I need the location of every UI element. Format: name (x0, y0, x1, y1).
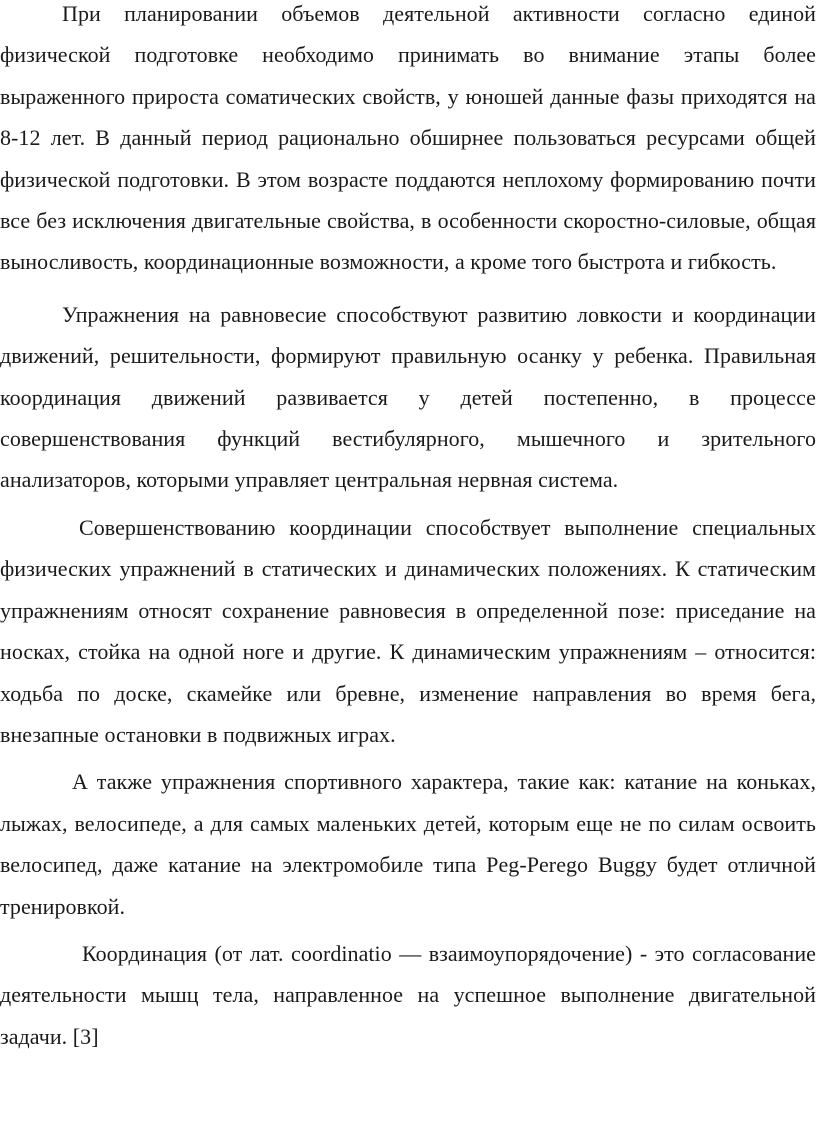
paragraph-coordination-improvement: Совершенствованию координации способствует выполнение специальных физических упражнений в статических и динамических положениях. К статическим упражнениям относят сохранение равновесия в определенной позе: приседание на носках, стойка на одной ноге и другие. К динамическим упражнениям – относится: ходьба по доске, скамейке или бревне, изменение направления во время бега, внезапные остановки в подвижных играх. (0, 514, 816, 747)
paragraph-sport-exercises: А также упражнения спортивного характера, такие как: катание на коньках, лыжах, велосипеде, а для самых маленьких детей, которым еще не по силам освоить велосипед, даже катание на электромобиле типа Peg-Perego Buggy будет отличной тренировкой. (0, 769, 816, 919)
paragraph-balance-exercises: Упражнения на равновесие способствуют развитию ловкости и координации движений, решительности, формируют правильную осанку у ребенка. Правильная координация движений развивается у детей постепенно, в процессе совершенствования функций вестибулярного, мышечного и зрительного анализаторов, которыми управляет центральная нервная система. (0, 301, 816, 493)
paragraph-activity-planning: При планировании объемов деятельной активности согласно единой физической подготовке необходимо принимать во внимание этапы более выраженного прироста соматических свойств, у юношей данные фазы приходятся на 8-12 лет. В данный период рационально обширнее пользоваться ресурсами общей физической подготовки. В этом возрасте поддаются неплохому формированию почти все без исключения двигательные свойства, в особенности скоростно-силовые, общая выносливость, координационные возможности, а кроме того быстрота и гибкость. (0, 1, 816, 275)
paragraph-coordination-definition: Координация (от лат. coordinatio — взаимоупорядочение) - это согласование деятельности мышц тела, направленное на успешное выполнение двигательной задачи. [3] (0, 940, 816, 1049)
